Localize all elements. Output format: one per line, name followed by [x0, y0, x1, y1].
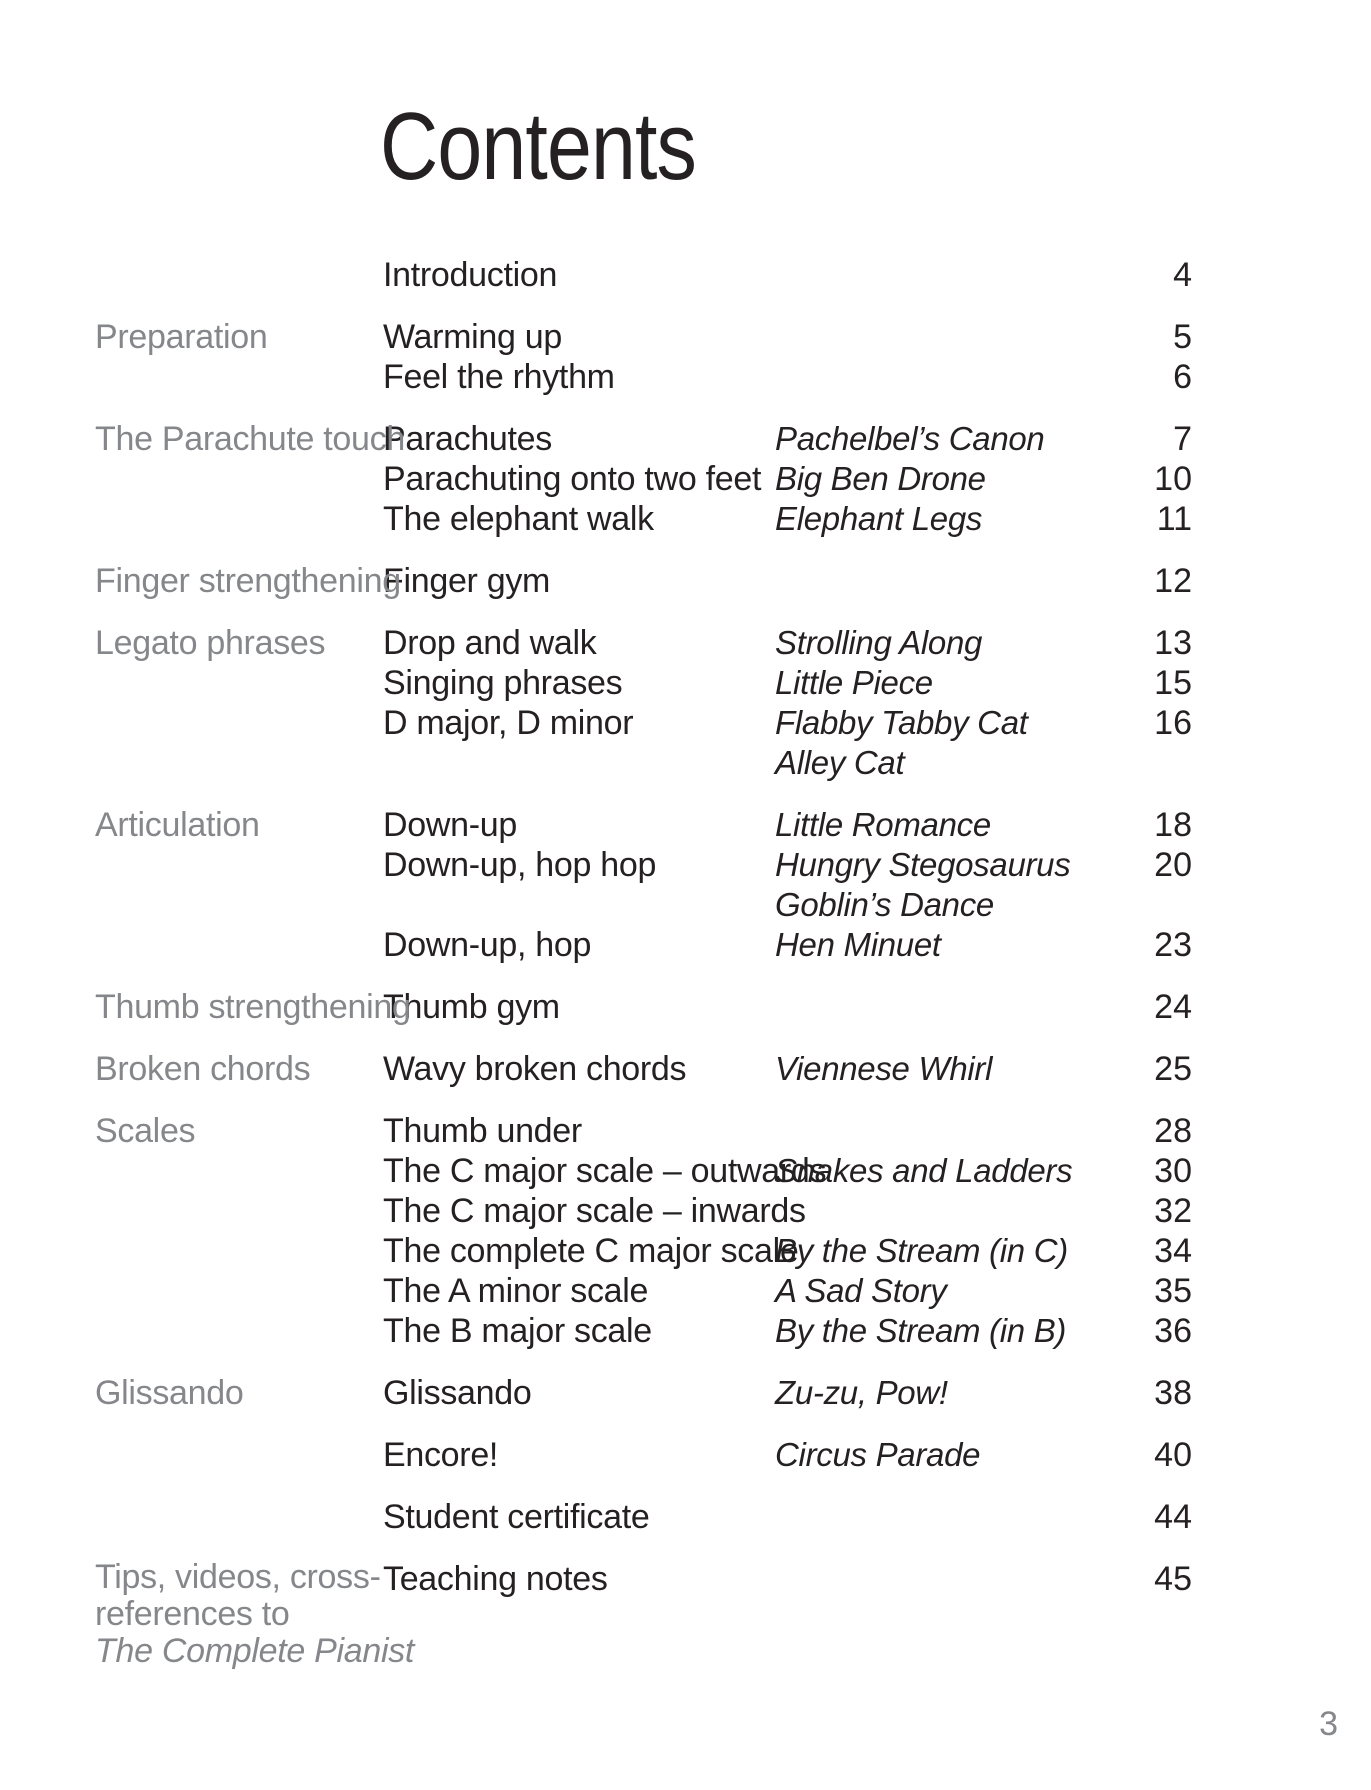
toc-category-line: references to	[95, 1595, 290, 1633]
toc-category: Broken chords	[95, 1050, 311, 1088]
toc-row	[383, 1231, 1192, 1271]
toc-entry-title: Down-up	[383, 806, 517, 844]
toc-category: Preparation	[95, 318, 268, 356]
toc-entry-title: Thumb gym	[383, 988, 560, 1026]
toc-category-line: Tips, videos, cross-	[95, 1558, 381, 1596]
toc-row	[383, 925, 1192, 965]
toc-piece-title: By the Stream (in C)	[775, 1232, 1068, 1269]
toc-entry-title: Thumb under	[383, 1112, 582, 1150]
toc-piece-title: Little Piece	[775, 664, 933, 701]
toc-page-number: 11	[1156, 500, 1192, 538]
toc-piece-title: Goblin’s Dance	[775, 886, 994, 923]
toc-category: Thumb strengthening	[95, 988, 411, 1026]
toc-row	[383, 743, 1192, 783]
toc-entry-title: Parachuting onto two feet	[383, 460, 762, 498]
toc-entry-title: Wavy broken chords	[383, 1050, 687, 1088]
toc-piece-title: Pachelbel’s Canon	[775, 420, 1045, 457]
toc-entry-title: Singing phrases	[383, 664, 623, 702]
toc-entry-title: Feel the rhythm	[383, 358, 615, 396]
toc-piece-title: Zu-zu, Pow!	[775, 1374, 948, 1411]
toc-row	[383, 1435, 1192, 1475]
toc-piece-title: Viennese Whirl	[775, 1050, 993, 1087]
toc-page-number: 32	[1154, 1192, 1192, 1230]
toc-section	[95, 317, 1192, 397]
toc-entry-title: Finger gym	[383, 562, 551, 600]
folio-page-number: 3	[1319, 1705, 1338, 1743]
toc-category: Glissando	[95, 1374, 244, 1412]
toc-section	[95, 805, 1192, 965]
toc-row	[383, 1111, 1192, 1151]
toc-row	[383, 623, 1192, 663]
toc-page-number: 15	[1154, 664, 1192, 702]
toc-piece-title: A Sad Story	[775, 1272, 947, 1309]
toc-category: Articulation	[95, 806, 260, 844]
toc-piece-title: Hen Minuet	[775, 926, 941, 963]
toc-category: Finger strengthening	[95, 562, 401, 600]
toc-page-number: 4	[1173, 256, 1192, 294]
toc-row	[383, 255, 1192, 295]
toc-category: Scales	[95, 1112, 196, 1150]
toc-entry-title: Drop and walk	[383, 624, 597, 662]
toc-page-number: 45	[1154, 1560, 1192, 1598]
toc-piece-title: Circus Parade	[775, 1436, 981, 1473]
toc-row	[383, 499, 1192, 539]
toc-section	[95, 1497, 1192, 1537]
toc-page-number: 25	[1154, 1050, 1192, 1088]
toc-page-number: 18	[1154, 806, 1192, 844]
toc-row	[383, 317, 1192, 357]
toc-section	[95, 1049, 1192, 1089]
toc-row	[383, 357, 1192, 397]
toc-section	[95, 419, 1192, 539]
toc-piece-title: Flabby Tabby Cat	[775, 704, 1028, 741]
toc-page-number: 12	[1154, 562, 1192, 600]
toc-page-number: 28	[1154, 1112, 1192, 1150]
toc-page-number: 34	[1154, 1232, 1192, 1270]
toc-section	[95, 255, 1192, 295]
toc-entry-title: The A minor scale	[383, 1272, 649, 1310]
toc-piece-title: Snakes and Ladders	[775, 1152, 1073, 1189]
toc-entry-title: The C major scale – outwards	[383, 1152, 827, 1190]
page-title: Contents	[380, 93, 697, 200]
toc-entry-title: The C major scale – inwards	[383, 1192, 806, 1230]
toc-piece-title: Alley Cat	[775, 744, 905, 781]
toc-page-number: 23	[1154, 926, 1192, 964]
toc-category-line-italic: The Complete Pianist	[95, 1632, 415, 1670]
toc-entry-title: D major, D minor	[383, 704, 634, 742]
toc-page-number: 35	[1154, 1272, 1192, 1310]
toc-page-number: 10	[1154, 460, 1192, 498]
toc-row	[383, 987, 1192, 1027]
toc-section	[95, 1435, 1192, 1475]
toc-row	[383, 1497, 1192, 1537]
toc-row	[383, 1373, 1192, 1413]
toc-section	[95, 987, 1192, 1027]
toc-row	[383, 561, 1192, 601]
toc-row	[383, 1151, 1192, 1191]
toc-page-number: 6	[1173, 358, 1192, 396]
toc-page-number: 24	[1154, 988, 1192, 1026]
toc-entry-title: The elephant walk	[383, 500, 654, 538]
toc-section	[95, 1558, 1192, 1670]
toc-page-number: 20	[1154, 846, 1192, 884]
toc-piece-title: Strolling Along	[775, 624, 983, 661]
toc-section	[95, 1111, 1192, 1351]
toc-row	[383, 1049, 1192, 1089]
toc-entry-title: Teaching notes	[383, 1560, 608, 1598]
toc-piece-title: Elephant Legs	[775, 500, 983, 537]
toc-entry-title: Down-up, hop	[383, 926, 592, 964]
toc-category: Legato phrases	[95, 624, 326, 662]
toc-row	[383, 419, 1192, 459]
toc-page-number: 13	[1154, 624, 1192, 662]
toc-page-number: 44	[1154, 1498, 1192, 1536]
toc-entry-title: Encore!	[383, 1436, 499, 1474]
toc-piece-title: Big Ben Drone	[775, 460, 986, 497]
toc-row	[383, 663, 1192, 703]
toc-page-number: 40	[1154, 1436, 1192, 1474]
toc-category	[95, 1558, 415, 1670]
toc-page-number: 16	[1154, 704, 1192, 742]
toc-row	[383, 1271, 1192, 1311]
toc-row	[383, 703, 1192, 743]
toc-entry-title: Parachutes	[383, 420, 552, 458]
toc-entry-title: The B major scale	[383, 1312, 652, 1350]
toc-piece-title: By the Stream (in B)	[775, 1312, 1067, 1349]
toc-entry-title: Glissando	[383, 1374, 532, 1412]
toc-category: The Parachute touch	[95, 420, 405, 458]
toc-page-number: 30	[1154, 1152, 1192, 1190]
toc-entry-title: Student certificate	[383, 1498, 650, 1536]
toc-row	[383, 1191, 1192, 1231]
toc-piece-title: Little Romance	[775, 806, 991, 843]
toc-page-number: 5	[1173, 318, 1192, 356]
toc-page-number: 36	[1154, 1312, 1192, 1350]
toc-entry-title: The complete C major scale	[383, 1232, 799, 1270]
toc-table	[95, 255, 1192, 1670]
toc-entry-title: Warming up	[383, 318, 563, 356]
toc-row	[383, 459, 1192, 499]
toc-section	[95, 623, 1192, 783]
toc-row	[383, 1311, 1192, 1351]
toc-row	[383, 885, 1192, 925]
toc-row	[383, 805, 1192, 845]
toc-row	[383, 845, 1192, 885]
toc-row	[383, 1559, 1192, 1599]
toc-page-number: 7	[1173, 420, 1192, 458]
toc-section	[95, 1373, 1192, 1413]
toc-entry-title: Introduction	[383, 256, 558, 294]
toc-page-number: 38	[1154, 1374, 1192, 1412]
toc-section	[95, 561, 1192, 601]
toc-piece-title: Hungry Stegosaurus	[775, 846, 1071, 883]
toc-entry-title: Down-up, hop hop	[383, 846, 657, 884]
